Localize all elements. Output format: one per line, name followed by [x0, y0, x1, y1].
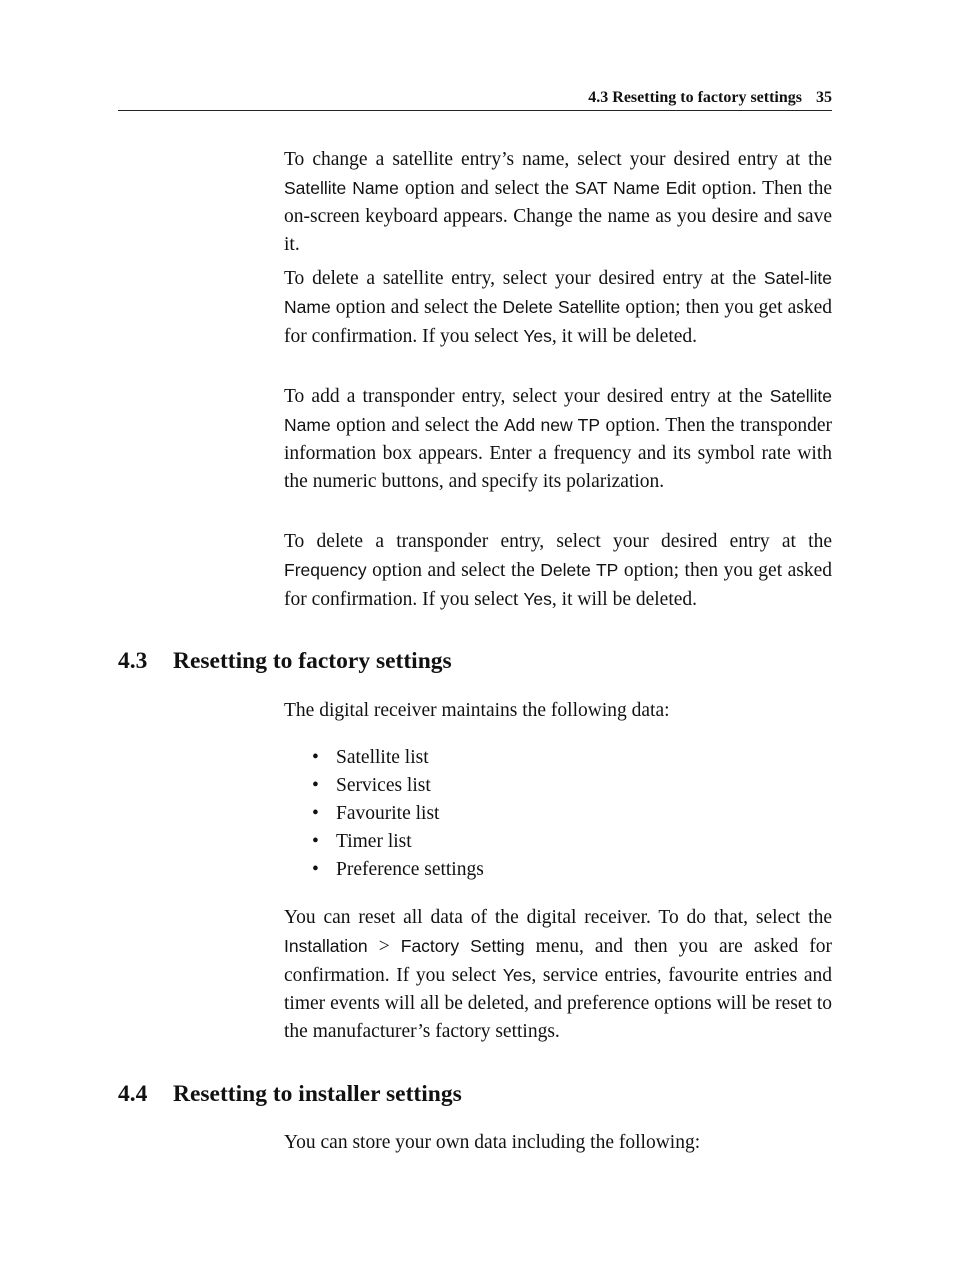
- menu-separator: >: [367, 936, 401, 957]
- text: option. Then the transponder information box appears. Enter a frequency and its symbol rate with the numeric buttons, and specify its polarization.: [284, 415, 832, 492]
- list-item-text: Favourite list: [336, 803, 440, 824]
- paragraph-reset-factory: [284, 904, 832, 1046]
- ui-term-satellite-name: Satel-lite Name: [284, 268, 832, 317]
- paragraph-delete-satellite: [284, 264, 832, 351]
- bullet-icon: •: [312, 831, 319, 852]
- ui-term-sat-name-edit: SAT Name Edit: [574, 178, 696, 198]
- paragraph-rename-satellite: [284, 146, 832, 259]
- text: To delete a transponder entry, select your desired entry at the: [284, 531, 832, 552]
- running-header-title: 4.3 Resetting to factory settings: [588, 89, 802, 106]
- section-number: 4.3: [118, 648, 148, 674]
- ui-term-yes: Yes: [523, 589, 552, 609]
- text: , it will be deleted.: [551, 326, 698, 347]
- list-item: [312, 828, 484, 856]
- bullet-icon: •: [312, 747, 319, 768]
- text: option and select the: [366, 560, 541, 581]
- ui-term-factory-setting: Factory Setting: [400, 936, 525, 956]
- list-item: [312, 800, 484, 828]
- bullet-icon: •: [312, 775, 319, 796]
- list-item-text: Timer list: [336, 831, 412, 852]
- ui-term-delete-satellite: Delete Satellite: [502, 297, 621, 317]
- paragraph-maintained-data: The digital receiver maintains the following data:: [284, 700, 670, 721]
- ui-term-add-new-tp: Add new TP: [503, 415, 601, 435]
- paragraph-add-transponder: [284, 382, 832, 496]
- list-item: [312, 856, 484, 884]
- section-heading-factory-settings: [118, 646, 452, 676]
- bullet-icon: •: [312, 859, 319, 880]
- ui-term-satellite-name: Satellite Name: [284, 386, 832, 435]
- list-item-text: Services list: [336, 775, 431, 796]
- text: option and select the: [398, 178, 575, 199]
- text: option; then you get asked for confirmation. If you select: [284, 297, 832, 347]
- text: To add a transponder entry, select your desired entry at the: [284, 386, 770, 407]
- text: option and select the: [330, 415, 504, 436]
- running-header: [118, 86, 832, 111]
- text: option; then you get asked for confirmation. If you select: [284, 560, 832, 610]
- paragraph-store-own-data: You can store your own data including the following:: [284, 1132, 701, 1153]
- ui-term-delete-tp: Delete TP: [540, 560, 619, 580]
- bullet-icon: •: [312, 803, 319, 824]
- text: option. Then the on-screen keyboard appears. Change the name as you desire and save it.: [284, 178, 832, 255]
- ui-term-installation: Installation: [284, 936, 368, 956]
- section-title: Resetting to factory settings: [173, 648, 452, 674]
- text: , it will be deleted.: [551, 589, 698, 610]
- ui-term-satellite-name: Satellite Name: [284, 178, 399, 198]
- text: To change a satellite entry’s name, select your desired entry at the: [284, 149, 832, 170]
- list-item: [312, 772, 484, 800]
- section-title: Resetting to installer settings: [173, 1081, 462, 1107]
- maintained-data-list: [312, 744, 484, 884]
- text: You can reset all data of the digital receiver. To do that, select the: [284, 907, 832, 928]
- text: menu, and then you are asked for confirmation. If you select: [284, 936, 832, 986]
- list-item-text: Satellite list: [336, 747, 429, 768]
- ui-term-yes: Yes: [502, 965, 532, 985]
- text: option and select the: [330, 297, 503, 318]
- ui-term-yes: Yes: [523, 326, 552, 346]
- text: To delete a satellite entry, select your desired entry at the: [284, 268, 764, 289]
- paragraph-delete-transponder: [284, 528, 832, 614]
- text: , service entries, favourite entries and timer events will all be deleted, and preference options will be reset to the manufacturer’s factory settings.: [284, 965, 832, 1042]
- section-number: 4.4: [118, 1081, 148, 1107]
- list-item: [312, 744, 484, 772]
- section-heading-installer-settings: [118, 1079, 462, 1109]
- list-item-text: Preference settings: [336, 859, 484, 880]
- page-number: 35: [816, 89, 832, 106]
- ui-term-frequency: Frequency: [284, 560, 367, 580]
